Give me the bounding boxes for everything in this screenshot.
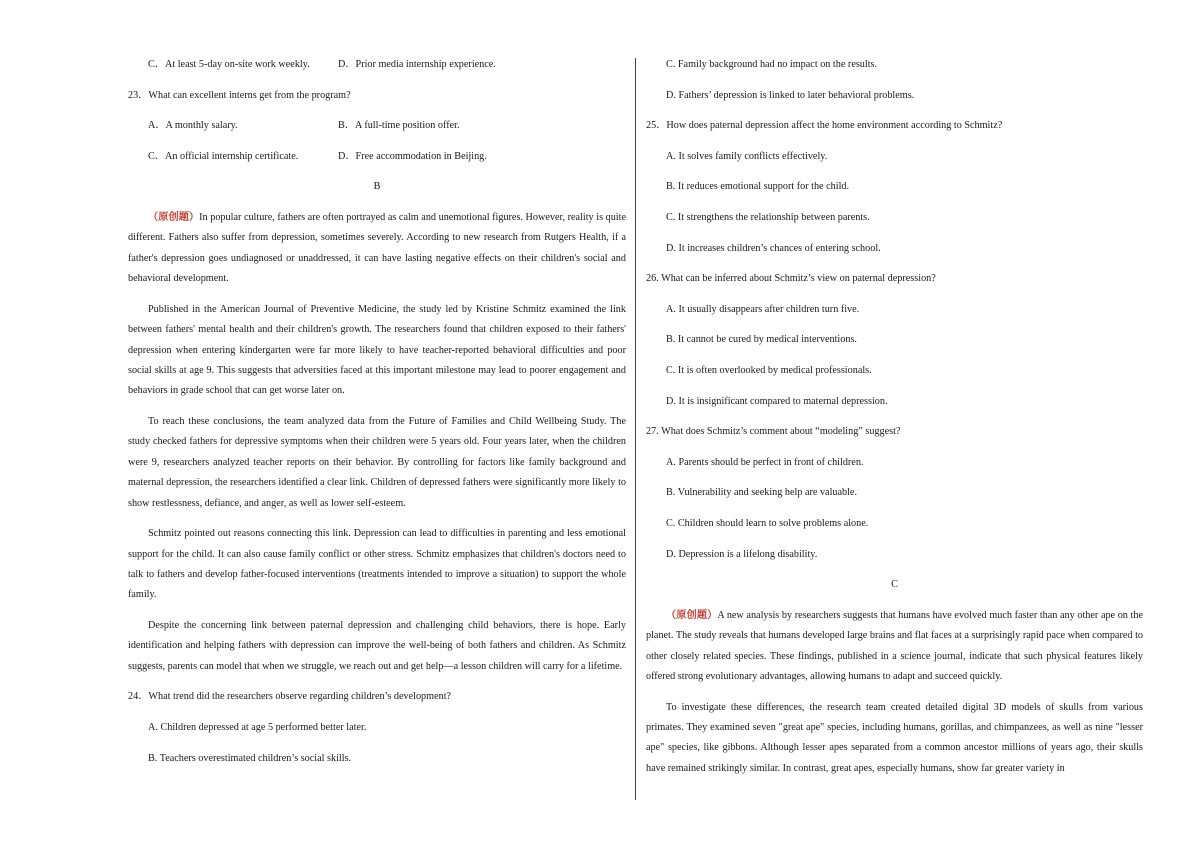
q23-option-a: A．A monthly salary. bbox=[148, 120, 238, 132]
q27-option-d: D. Depression is a lifelong disability. bbox=[666, 548, 818, 560]
passage-b-paragraph-2: Published in the American Journal of Preventive Medicine, the study led by Kristine Schmitz examined the link between fathers' mental health and their children's growth. The researchers found that children exposed to their fathers' depression when entering kindergarten were far more likely to have teacher-reported behavioral difficulties and poor social skills at age 9. This suggests that adversities faced at this important milestone may lead to poorer engagement and behaviors in grade school that can get worse later on. bbox=[128, 303, 626, 397]
q26-option-a: A. It usually disappears after children turn five. bbox=[666, 303, 860, 315]
passage-b-paragraph-4: Schmitz pointed out reasons connecting this link. Depression can lead to difficulties in parenting and less emotional support for the child. It can also cause family conflict or other stress. Schmitz emphasizes that children's doctors need to talk to fathers and develop father-focused interventions (treatments intended to improve a situation) to support the whole family. bbox=[128, 528, 626, 601]
q27-stem: 27. What does Schmitz’s comment about “modeling” suggest? bbox=[646, 426, 901, 438]
q23-option-b: B．A full-time position offer. bbox=[338, 120, 460, 132]
q24-stem: 24．What trend did the researchers observe regarding children’s development? bbox=[128, 691, 452, 703]
q23-option-c: C．An official internship certificate. bbox=[148, 150, 299, 162]
section-b-heading: B bbox=[373, 181, 381, 193]
q24-option-d: D. Fathers’ depression is linked to later behavioral problems. bbox=[666, 89, 915, 101]
q27-option-b: B. Vulnerability and seeking help are valuable. bbox=[666, 487, 858, 499]
q23-stem: 23．What can excellent interns get from the program? bbox=[128, 89, 351, 101]
column-divider bbox=[635, 58, 636, 800]
q24-option-c: C. Family background had no impact on the results. bbox=[666, 59, 878, 70]
q25-option-d: D. It increases children’s chances of entering school. bbox=[666, 242, 881, 254]
passage-b-p1-text: In popular culture, fathers are often portrayed as calm and unemotional figures. However, reality is quite different. Fathers also suffer from depression, sometimes severely. According to new research from Rutgers Health, if a father's depression goes undiagnosed or unaddressed, it can have lasting negative effects on their children's social and behavioral development. bbox=[128, 211, 626, 285]
q25-option-b: B. It reduces emotional support for the child. bbox=[666, 181, 850, 193]
q26-option-b: B. It cannot be cured by medical interventions. bbox=[666, 334, 857, 346]
q22-option-d: D．Prior media internship experience. bbox=[338, 59, 496, 70]
q27-option-a: A. Parents should be perfect in front of children. bbox=[666, 456, 864, 468]
q24-option-b: B. Teachers overestimated children’s social skills. bbox=[148, 752, 352, 764]
passage-b-paragraph-1 bbox=[128, 208, 626, 290]
q25-option-c: C. It strengthens the relationship between parents. bbox=[666, 211, 870, 223]
left-column bbox=[128, 55, 626, 769]
q27-option-c: C. Children should learn to solve problems alone. bbox=[666, 517, 869, 529]
q22-options-cd bbox=[128, 55, 626, 75]
q26-option-c: C. It is often overlooked by medical professionals. bbox=[666, 364, 872, 376]
passage-c-paragraph-1 bbox=[646, 606, 1143, 688]
passage-c-paragraph-2: To investigate these differences, the research team created detailed digital 3D models of skulls from various primates. They examined seven "great ape" species, including humans, gorillas, and chimpanzees, as well as nine "lesser ape" species, like gibbons. Although lesser apes separated from a common ancestor millions of years ago, their skulls have remained strikingly similar. In contrast, great apes, especially humans, show far greater variety in bbox=[646, 701, 1143, 774]
section-c-heading: C bbox=[891, 579, 898, 591]
q23-options-ab bbox=[128, 116, 626, 136]
q26-option-d: D. It is insignificant compared to maternal depression. bbox=[666, 395, 888, 407]
original-question-tag: （原创题） bbox=[666, 609, 718, 621]
original-question-tag: （原创题） bbox=[148, 211, 200, 223]
passage-b-paragraph-3: To reach these conclusions, the team analyzed data from the Future of Families and Child Wellbeing Study. The study checked fathers for depressive symptoms when their children were 5 years old. Four years later, when the children were 9, researchers analyzed teacher reports on their behavior. By controlling for factors like family background and maternal depression, the researchers identified a clear link. Children of depressed fathers were significantly more likely to show restlessness, defiance, and anger, as well as lower self-esteem. bbox=[128, 416, 626, 509]
q25-option-a: A. It solves family conflicts effectively. bbox=[666, 150, 828, 162]
q23-option-d: D．Free accommodation in Beijing. bbox=[338, 150, 487, 162]
passage-c-p1-text: A new analysis by researchers suggests that humans have evolved much faster than any other ape on the planet. The study reveals that humans developed large brains and flat faces at a surprisingly rapid pace when compared to other closely related species. These findings, published in a science journal, indicate that such physical features likely offered strong evolutionary advantages, allowing humans to adapt and succeed quickly. bbox=[646, 609, 1143, 682]
right-column bbox=[646, 55, 1143, 779]
q24-option-a: A. Children depressed at age 5 performed better later. bbox=[148, 722, 367, 734]
q22-option-c: C．At least 5-day on-site work weekly. bbox=[148, 59, 310, 70]
q25-stem: 25．How does paternal depression affect the home environment according to Schmitz? bbox=[646, 120, 1003, 132]
q26-stem: 26. What can be inferred about Schmitz’s view on paternal depression? bbox=[646, 273, 936, 285]
passage-b-paragraph-5: Despite the concerning link between paternal depression and challenging child behaviors, there is hope. Early identification and helping fathers with depression can improve the well-being of both fathers and children. As Schmitz suggests, parents can model that when we struggle, we reach out and get help—a lesson children will carry for a lifetime. bbox=[128, 620, 626, 672]
q23-options-cd bbox=[128, 147, 626, 167]
